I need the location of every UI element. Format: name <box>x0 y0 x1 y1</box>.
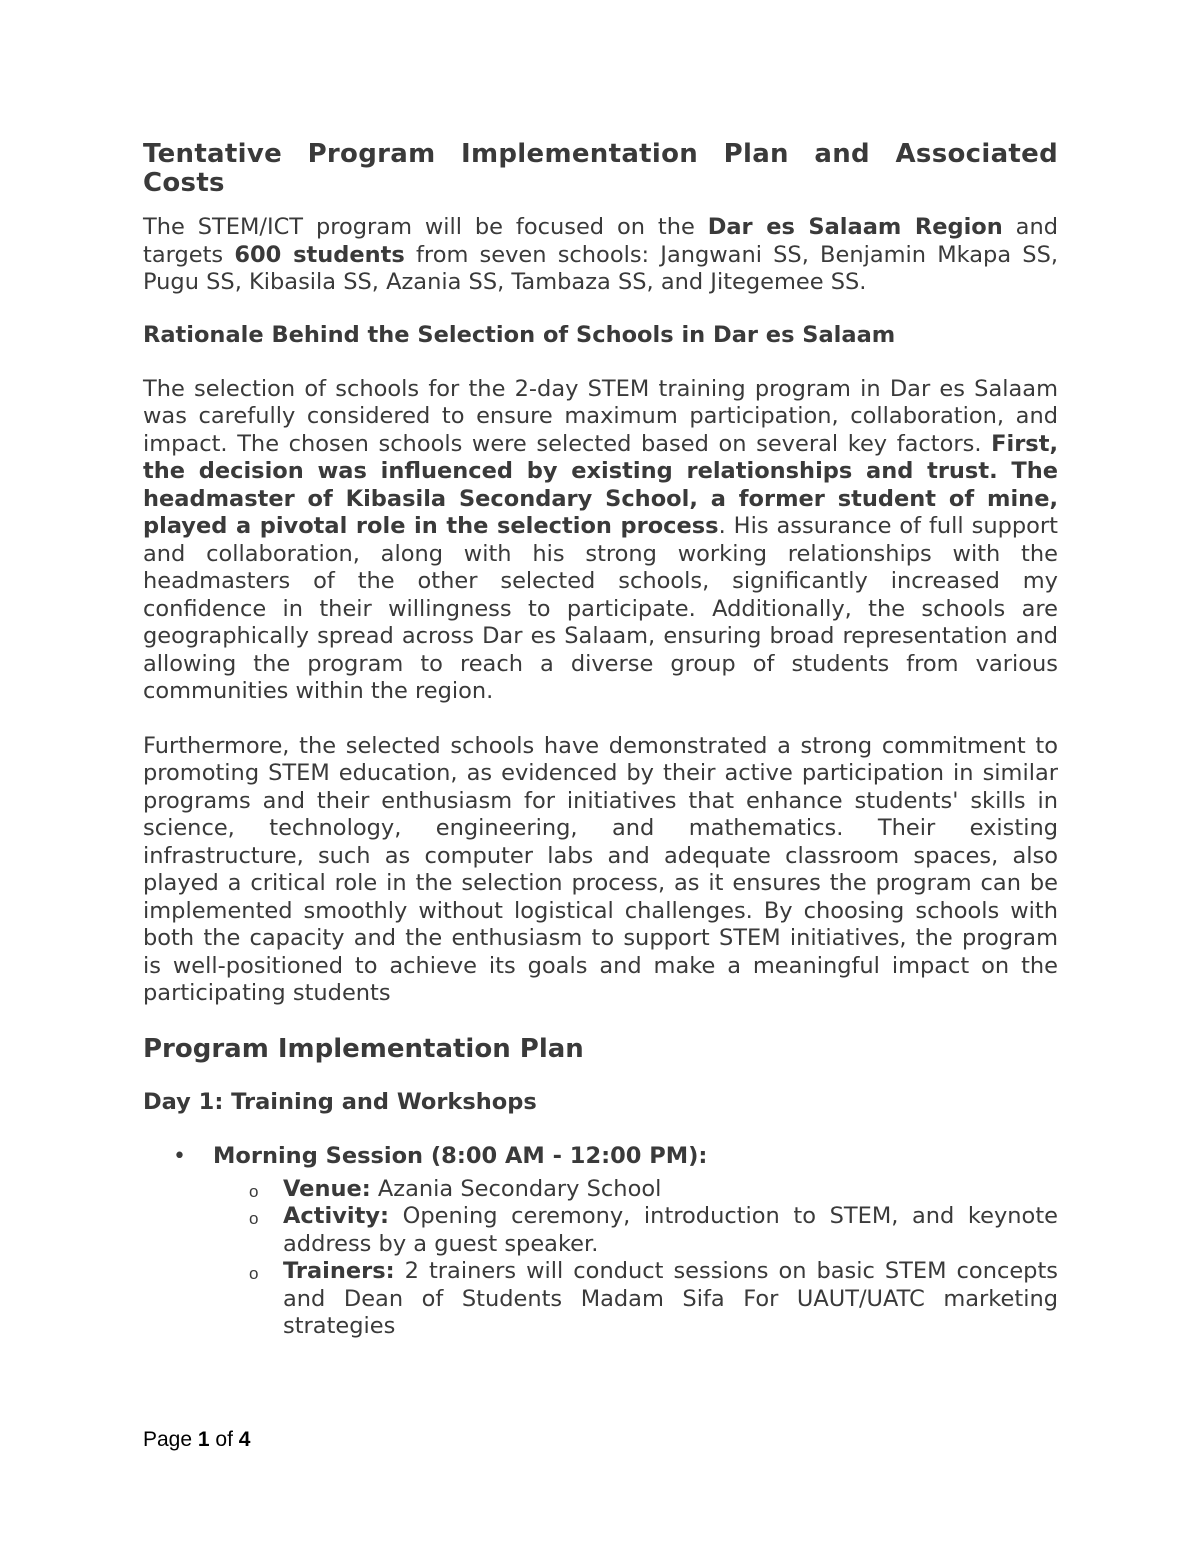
rationale-paragraph-2: Furthermore, the selected schools have demonstrated a strong commitment to promoting STEM education, as evidenced by their active participation in similar programs and their enthusiasm for initiatives that enhance students' skills in science, technology, engineering, and mathematics. Their existing infrastructure, such as computer labs and adequate classroom spaces, also played a critical role in the selection process, as it ensures the program can be implemented smoothly without logistical challenges. By choosing schools with both the capacity and the enthusiasm to support STEM initiatives, the program is well-positioned to achieve its goals and make a meaningful impact on the participating students <box>143 732 1058 1006</box>
intro-bold-region: Dar es Salaam Region <box>707 214 1003 240</box>
intro-text-2: and targets <box>143 214 1058 268</box>
activity-label: Activity: <box>283 1203 390 1229</box>
trainers-item <box>143 1258 1058 1341</box>
venue-item <box>143 1176 1058 1204</box>
footer-page-total: 4 <box>238 1428 251 1451</box>
document-page <box>143 140 1058 1341</box>
para1-text-2: . His assurance of full support and collaboration, along with his strong working relationships with the headmasters of the other selected schools, significantly increased my confidence in their willingness to participate. Additionally, the schools are geographically spread across Dar es Salaam, ensuring broad representation and allowing the program to reach a diverse group of students from various communities within the region. <box>143 513 1058 704</box>
footer-page-word: Page <box>143 1428 198 1451</box>
intro-text-1: The STEM/ICT program will be focused on the <box>143 214 708 240</box>
morning-session-item <box>143 1143 1058 1341</box>
intro-text-3: from seven schools: Jangwani SS, Benjamin Mkapa SS, Pugu SS, Kibasila SS, Azania SS, Tambaza SS, and Jitegemee SS. <box>143 241 1059 295</box>
trainers-label: Trainers: <box>283 1258 395 1284</box>
session-list <box>143 1143 1058 1341</box>
footer-of-word: of <box>209 1428 239 1451</box>
sub-bullet-icon: o <box>249 1181 259 1201</box>
activity-text: Opening ceremony, introduction to STEM, and keynote address by a guest speaker. <box>283 1203 1058 1257</box>
trainers-text: 2 trainers will conduct sessions on basic STEM concepts and Dean of Students Madam Sifa For UAUT/UATC marketing strategies <box>283 1258 1058 1339</box>
intro-paragraph <box>143 214 1058 297</box>
page-footer <box>143 1428 250 1452</box>
morning-session-label: Morning Session (8:00 AM - 12:00 PM): <box>213 1142 708 1169</box>
venue-text: Azania Secondary School <box>370 1175 662 1202</box>
session-details <box>213 1176 1058 1341</box>
day1-heading: Day 1: Training and Workshops <box>143 1088 537 1115</box>
plan-heading: Program Implementation Plan <box>143 1033 584 1064</box>
sub-bullet-icon: o <box>249 1209 259 1228</box>
sub-bullet-icon: o <box>249 1264 259 1283</box>
para1-text-1: The selection of schools for the 2-day STEM training program in Dar es Salaam was carefully considered to ensure maximum participation, collaboration, and impact. The chosen schools were selected based on several key factors. <box>143 375 1058 457</box>
venue-label: Venue: <box>283 1175 371 1202</box>
intro-bold-students: 600 students <box>234 241 405 268</box>
rationale-heading: Rationale Behind the Selection of Schools in Dar es Salaam <box>143 321 896 348</box>
bullet-icon: • <box>173 1143 186 1169</box>
para1-bold: First, the decision was influenced by existing relationships and trust. The headmaster of Kibasila Secondary School, a former student of mine, played a pivotal role in the selection process <box>143 430 1058 539</box>
document-title <box>143 140 1058 198</box>
rationale-paragraph-1 <box>143 376 1058 706</box>
activity-item <box>143 1203 1058 1258</box>
title-line-1: Tentative Program Implementation Plan and Associated <box>143 139 1058 169</box>
footer-page-number: 1 <box>197 1428 210 1451</box>
title-line-2: Costs <box>143 168 225 198</box>
